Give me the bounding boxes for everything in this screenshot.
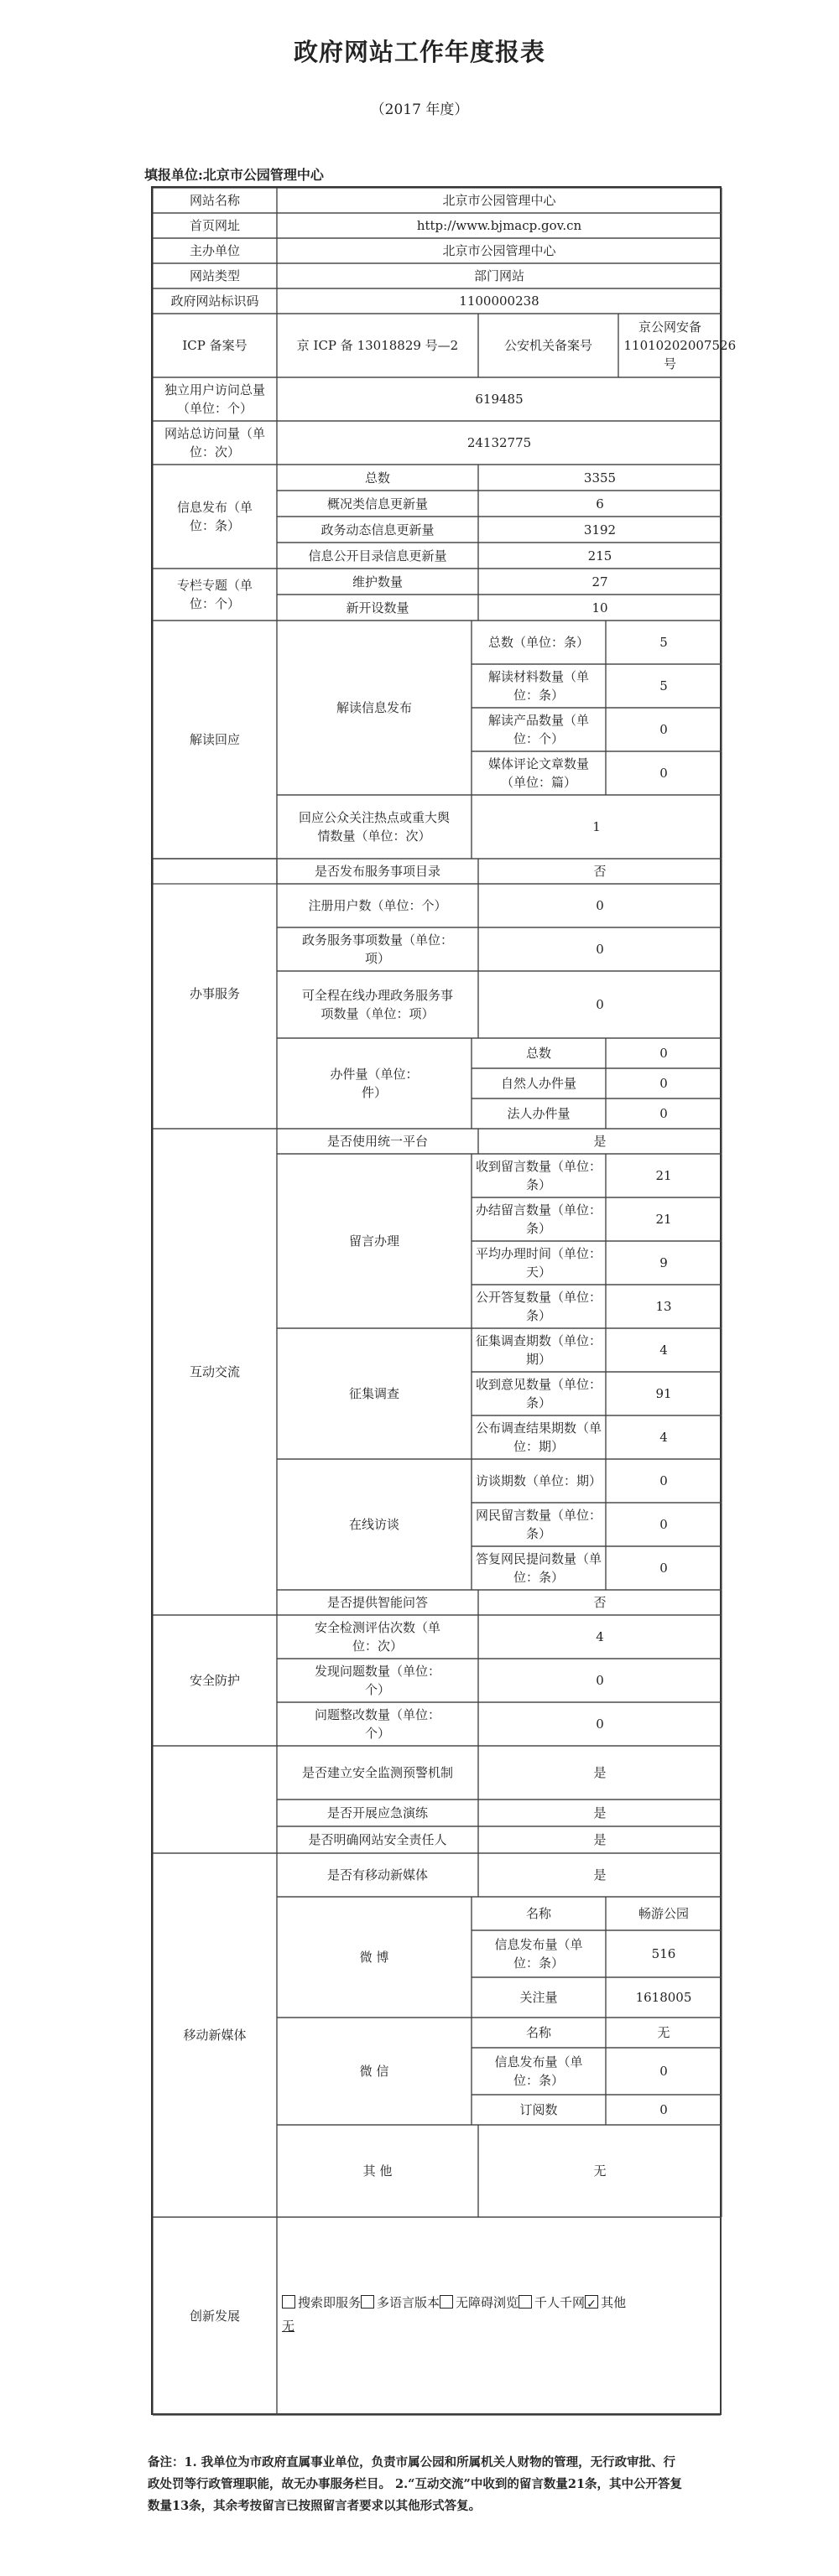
item-value: 4 <box>659 1430 668 1445</box>
item-label: 维护数量 <box>352 574 404 589</box>
item-value: 0 <box>659 1046 668 1061</box>
item-label: 安全检测评估次数（单位：次） <box>314 1620 440 1654</box>
item-label: 访谈期数（单位：期） <box>476 1473 602 1488</box>
item-label: 总数（单位：条） <box>487 635 589 650</box>
item-label: 网民留言数量（单位：条） <box>476 1508 602 1541</box>
sub-label: 在线访谈 <box>348 1517 400 1532</box>
item-label: 是否建立安全监测预警机制 <box>302 1765 454 1780</box>
item-value: 5 <box>659 678 668 693</box>
checkbox-icon[interactable] <box>519 2295 532 2309</box>
checkbox-icon[interactable] <box>282 2295 295 2309</box>
item-label: 名称 <box>525 2025 551 2040</box>
section-label: 专栏专题（单位：个） <box>176 578 253 611</box>
item-value: 畅游公园 <box>638 1906 690 1921</box>
row-label: ICP 备案号 <box>182 338 248 353</box>
item-value: 是 <box>593 1134 607 1149</box>
innovation-options <box>282 2291 696 2338</box>
item-value: 215 <box>587 548 612 564</box>
item-value: 6 <box>596 496 604 512</box>
section-label: 移动新媒体 <box>183 2028 247 2043</box>
item-value: 21 <box>655 1168 672 1183</box>
item-value: 是 <box>593 1765 607 1780</box>
police-label: 公安机关备案号 <box>503 338 593 353</box>
item-label: 信息发布量（单位：条） <box>494 2054 583 2088</box>
item-label: 总数 <box>364 470 391 486</box>
item-label: 信息发布量（单位：条） <box>494 1937 583 1971</box>
item-label: 媒体评论文章数量（单位：篇） <box>487 756 589 790</box>
row-value: 619485 <box>475 392 524 407</box>
item-label: 总数 <box>525 1046 552 1061</box>
item-value: 否 <box>593 1595 607 1610</box>
innovation-option-label: 其他 <box>601 2295 627 2310</box>
row-label: 独立用户访问总量（单位：个） <box>164 382 265 416</box>
innovation-option-label: 多语言版本 <box>377 2295 440 2310</box>
item-label: 收到留言数量（单位：条） <box>476 1159 602 1192</box>
item-value: 否 <box>593 864 607 879</box>
innovation-option[interactable] <box>519 2295 585 2310</box>
innovation-option-label: 无障碍浏览 <box>456 2295 519 2310</box>
checkbox-icon[interactable] <box>361 2295 374 2309</box>
item-value: 无 <box>657 2025 670 2040</box>
item-value: 4 <box>596 1629 604 1644</box>
item-label: 收到意见数量（单位：条） <box>476 1377 602 1410</box>
innovation-option[interactable] <box>440 2295 519 2310</box>
innovation-option-label: 搜索即服务 <box>298 2295 362 2310</box>
section-label: 信息发布（单位：条） <box>176 500 253 533</box>
police-value: 京公网安备11010202007526号 <box>623 319 737 371</box>
sub-label: 微 博 <box>359 1950 389 1965</box>
item-value: 0 <box>596 1716 604 1732</box>
item-value: 0 <box>659 766 668 781</box>
item-value: 0 <box>659 1076 668 1091</box>
item-value: 0 <box>659 1561 668 1576</box>
item-value: 516 <box>651 1946 676 1961</box>
item-label: 政务动态信息更新量 <box>320 522 435 538</box>
item-label: 新开设数量 <box>346 600 409 615</box>
section-label: 创新发展 <box>189 2309 241 2324</box>
item-value: 3355 <box>583 470 617 486</box>
item-label: 是否明确网站安全责任人 <box>308 1832 447 1847</box>
section-label: 互动交流 <box>189 1364 241 1379</box>
row-value: 1100000238 <box>459 293 539 309</box>
row-value: 北京市公园管理中心 <box>442 193 556 208</box>
page-title: 政府网站工作年度报表 <box>293 38 545 66</box>
item-label: 征集调查期数（单位：期） <box>476 1333 602 1367</box>
item-label: 公开答复数量（单位：条） <box>476 1290 602 1323</box>
item-label: 答复网民提问数量（单位：条） <box>476 1551 602 1585</box>
item-label: 是否发布服务事项目录 <box>314 864 441 879</box>
item-label: 政务服务事项数量（单位：项） <box>302 932 454 966</box>
item-value: 0 <box>596 898 604 913</box>
section-label: 办事服务 <box>189 986 241 1001</box>
item-label: 是否开展应急演练 <box>326 1805 428 1820</box>
item-label: 公布调查结果期数（单位：期） <box>476 1420 602 1454</box>
item-label: 是否有移动新媒体 <box>326 1867 429 1883</box>
innovation-option[interactable] <box>585 2295 626 2310</box>
item-label: 平均办理时间（单位：天） <box>476 1246 602 1280</box>
item-label: 关注量 <box>519 1990 558 2005</box>
item-label: 信息公开目录信息更新量 <box>308 548 447 564</box>
row-label: 网站总访问量（单位：次） <box>164 426 265 460</box>
innovation-other-text: 无 <box>282 2319 295 2334</box>
item-value: 4 <box>659 1343 668 1358</box>
item-value: 0 <box>596 1673 604 1688</box>
sub-label: 办件量（单位：件） <box>330 1067 419 1100</box>
item-label: 办结留言数量（单位：条） <box>476 1202 602 1236</box>
item-value: 无 <box>593 2163 607 2179</box>
item-label: 注册用户数（单位：个） <box>308 898 447 913</box>
row-value: 部门网站 <box>473 268 525 283</box>
item-value: 9 <box>659 1255 668 1270</box>
sub-label: 解读信息发布 <box>336 700 413 715</box>
section-label: 安全防护 <box>189 1673 241 1688</box>
item-value: 是 <box>593 1805 607 1820</box>
item-label: 概况类信息更新量 <box>326 496 429 512</box>
filler-unit: 填报单位:北京市公园管理中心 <box>144 167 324 183</box>
sub-label: 留言办理 <box>348 1233 400 1249</box>
row-label: 网站类型 <box>189 268 241 283</box>
item-value: 5 <box>659 635 668 650</box>
item-label: 问题整改数量（单位：个） <box>314 1707 440 1741</box>
item-value: 0 <box>659 722 668 737</box>
report-year: （2017 年度） <box>370 101 469 118</box>
icp-value: 京 ICP 备 13018829 号—2 <box>296 338 459 353</box>
report-table <box>151 186 737 2415</box>
item-value: 10 <box>591 600 608 615</box>
row-value: 24132775 <box>466 435 532 450</box>
row-label: 主办单位 <box>189 243 241 258</box>
item-value: 13 <box>655 1299 672 1314</box>
item-value: 是 <box>593 1832 607 1847</box>
innovation-option-label: 千人千网 <box>534 2295 586 2310</box>
item-value: 0 <box>596 997 604 1012</box>
item-value: 21 <box>655 1212 672 1227</box>
row-label: 首页网址 <box>189 218 241 233</box>
item-label: 法人办件量 <box>507 1106 571 1121</box>
item-label: 自然人办件量 <box>500 1076 577 1091</box>
sub-label: 其 他 <box>362 2163 393 2179</box>
sub-label: 征集调查 <box>348 1386 400 1401</box>
item-label: 是否使用统一平台 <box>326 1134 429 1149</box>
respond-value: 1 <box>592 819 601 834</box>
item-value: 0 <box>659 2064 668 2079</box>
section-label: 解读回应 <box>189 732 241 747</box>
item-value: 27 <box>591 574 608 589</box>
item-label: 订阅数 <box>519 2102 558 2117</box>
item-value: 3192 <box>583 522 617 538</box>
item-value: 0 <box>659 1106 668 1121</box>
checkbox-icon[interactable] <box>585 2295 598 2309</box>
innovation-option[interactable] <box>361 2295 440 2310</box>
row-label: 网站名称 <box>189 193 241 208</box>
item-label: 名称 <box>525 1906 551 1921</box>
row-value: http://www.bjmacp.gov.cn <box>416 218 582 233</box>
notes: 备注：1. 我单位为市政府直属事业单位，负责市属公园和所属机关人财物的管理，无行政审批、行政处罚等行政管理职能，故无办事服务栏目。 2.“互动交流”中收到的留言数量21条，其中公开答复数量13条，其余考按留言已按照留言者要求以其他形式答复。 <box>148 2455 683 2513</box>
sub-label: 微 信 <box>359 2064 389 2079</box>
respond-label: 回应公众关注热点或重大舆情数量（单位：次） <box>298 810 450 844</box>
item-value: 0 <box>596 942 604 957</box>
row-label: 政府网站标识码 <box>170 293 259 309</box>
item-value: 0 <box>659 1473 668 1488</box>
item-label: 发现问题数量（单位：个） <box>314 1664 440 1697</box>
item-value: 91 <box>655 1386 672 1401</box>
item-label: 解读材料数量（单位：条） <box>487 669 589 703</box>
innovation-option[interactable] <box>282 2295 361 2310</box>
item-label: 可全程在线办理政务服务事项数量（单位：项） <box>302 988 454 1021</box>
item-value: 0 <box>659 1517 668 1532</box>
item-value: 是 <box>593 1867 607 1883</box>
item-value: 0 <box>659 2102 668 2117</box>
checkbox-icon[interactable] <box>440 2295 453 2309</box>
item-label: 解读产品数量（单位：个） <box>487 713 589 746</box>
item-label: 是否提供智能问答 <box>326 1595 429 1610</box>
item-value: 1618005 <box>635 1990 692 2005</box>
row-value: 北京市公园管理中心 <box>442 243 556 258</box>
